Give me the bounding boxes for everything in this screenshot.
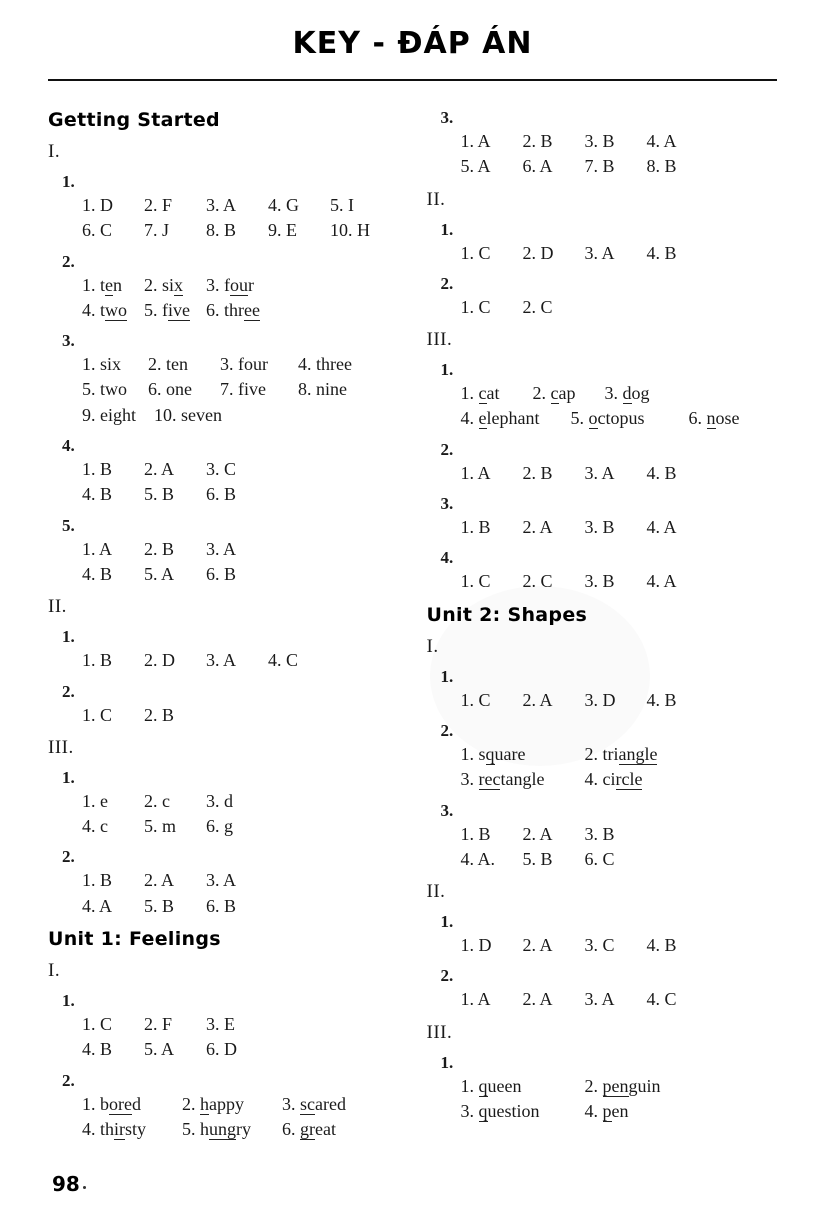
- answer-item: 4. A: [646, 517, 677, 538]
- answer-item: 1. A: [460, 989, 491, 1010]
- answer-item: 1. A: [460, 131, 491, 151]
- answer-row: [82, 1117, 399, 1141]
- answer-item: 4. three: [298, 354, 352, 375]
- page-title: KEY - ĐÁP ÁN: [292, 26, 533, 61]
- answer-row: [461, 822, 778, 846]
- answer-item: 4. B: [646, 242, 677, 263]
- answer-row: [461, 154, 778, 178]
- answer-item: 3. rectangle: [460, 769, 545, 790]
- answer-item: 2. A: [522, 689, 553, 710]
- answer-item: 7. B: [584, 156, 615, 177]
- exercise-number: 2.: [440, 720, 454, 740]
- answer-item: 9. E: [268, 220, 297, 241]
- answer-item: 2. penguin: [584, 1075, 661, 1096]
- answer-row: [82, 482, 399, 506]
- answer-item: 1. D: [460, 935, 492, 956]
- part-heading: III.: [426, 329, 453, 351]
- answer-item: 1. square: [460, 743, 526, 764]
- answer-item: 3. B: [584, 131, 615, 151]
- section-heading: Unit 1: Feelings: [48, 928, 221, 951]
- answer-item: 2. A: [522, 989, 553, 1010]
- answer-item: 5. m: [144, 816, 177, 837]
- exercise-number: 3.: [440, 108, 454, 127]
- answer-item: 2. A: [144, 459, 175, 480]
- answer-item: 7. five: [220, 379, 266, 400]
- answer-item: 3. D: [584, 689, 616, 710]
- answer-item: 4. B: [82, 1039, 113, 1060]
- answer-row: [461, 461, 778, 485]
- answer-item: 3. A: [584, 989, 615, 1010]
- answer-item: 2. A: [522, 823, 553, 844]
- answer-item: 6. three: [206, 299, 260, 320]
- answer-item: 3. B: [584, 823, 615, 844]
- answer-item: 4. B: [646, 935, 677, 956]
- page-number-value: 98: [52, 1172, 80, 1196]
- exercise-number: 4.: [440, 548, 454, 568]
- answer-item: 5. A: [144, 563, 175, 584]
- exercise-number: 2.: [440, 966, 454, 986]
- answer-item: 5. A: [460, 156, 491, 177]
- answer-row: [461, 295, 778, 319]
- exercise-number: 2.: [62, 251, 75, 271]
- part-heading: III.: [48, 736, 74, 758]
- exercise-number: 4.: [62, 436, 75, 456]
- answer-item: 2. B: [144, 538, 175, 559]
- page-number: [52, 1172, 86, 1196]
- answer-item: 3. four: [220, 354, 268, 375]
- exercise-number: 5.: [62, 515, 75, 535]
- answer-item: 8. B: [646, 156, 677, 177]
- answer-item: 8. B: [206, 220, 237, 241]
- answer-item: 1. bored: [82, 1093, 141, 1114]
- answer-row: [461, 987, 778, 1011]
- answer-item: 1. ten: [82, 274, 123, 295]
- answer-item: 3. B: [584, 517, 615, 538]
- answer-item: 9. eight: [82, 404, 136, 425]
- answer-row: [82, 537, 399, 561]
- answer-item: 3. A: [584, 462, 615, 483]
- exercise-number: 1.: [440, 912, 454, 932]
- answer-item: 1. C: [82, 704, 113, 725]
- answer-row: [82, 377, 399, 401]
- answer-item: 2. F: [144, 195, 173, 215]
- answer-item: 3. E: [206, 1014, 235, 1035]
- answer-item: 3. C: [206, 459, 237, 480]
- answer-row: [82, 457, 399, 481]
- answer-item: 5. two: [82, 379, 127, 400]
- answer-item: 3. scared: [282, 1093, 346, 1114]
- answer-item: 2. six: [144, 274, 184, 295]
- answer-columns: [0, 99, 825, 1142]
- answer-item: 2. B: [144, 704, 175, 725]
- answer-row: [82, 868, 399, 892]
- answer-item: 6. A: [522, 156, 553, 177]
- answer-row: [461, 1074, 778, 1098]
- answer-item: 1. C: [460, 242, 491, 263]
- part-heading: III.: [426, 1021, 453, 1043]
- answer-item: 3. C: [584, 935, 615, 956]
- answer-item: 5. octopus: [570, 408, 645, 429]
- answer-item: 6. D: [206, 1039, 237, 1060]
- answer-row: [461, 1099, 778, 1123]
- answer-item: 2. cap: [532, 383, 576, 404]
- exercise-number: 1.: [440, 666, 454, 686]
- answer-row: [461, 767, 778, 791]
- answer-item: 4. thirsty: [82, 1118, 147, 1139]
- answer-row: [461, 569, 778, 593]
- answer-item: 4. B: [646, 462, 677, 483]
- part-heading: II.: [426, 188, 446, 210]
- answer-item: 1. C: [460, 571, 491, 592]
- answer-item: 1. C: [82, 1014, 113, 1035]
- answer-item: 2. B: [522, 462, 553, 483]
- answer-item: 4. A: [646, 571, 677, 592]
- exercise-number: 3.: [62, 331, 75, 351]
- exercise-number: 1.: [62, 767, 75, 787]
- exercise-number: 2.: [62, 681, 75, 701]
- answer-row: [82, 648, 399, 672]
- answer-item: 2. C: [522, 296, 553, 317]
- answer-item: 2. happy: [182, 1093, 244, 1114]
- answer-item: 5. B: [522, 848, 553, 869]
- answer-item: 1. D: [82, 195, 113, 215]
- answer-item: 4. C: [646, 989, 677, 1010]
- answer-item: 6. nose: [688, 408, 740, 429]
- answer-item: 6. g: [206, 816, 233, 837]
- answer-row: [82, 273, 399, 297]
- answer-item: 4. B: [82, 484, 113, 505]
- answer-row: [82, 298, 399, 322]
- answer-item: 1. C: [460, 296, 491, 317]
- exercise-number: 1.: [440, 360, 454, 380]
- answer-item: 2. ten: [148, 354, 188, 375]
- part-heading: I.: [426, 635, 439, 657]
- answer-row: [461, 742, 778, 766]
- answer-item: 3. A: [206, 538, 237, 559]
- answer-row: [82, 1092, 399, 1116]
- answer-item: 1. A: [460, 462, 491, 483]
- answer-item: 10. seven: [154, 404, 222, 425]
- answer-item: 5. hungry: [182, 1118, 251, 1139]
- answer-item: 1. C: [460, 689, 491, 710]
- answer-item: 3. d: [206, 790, 233, 811]
- answer-item: 2. A: [522, 935, 553, 956]
- answer-item: 3. dog: [604, 383, 650, 404]
- answer-item: 4. pen: [584, 1101, 629, 1122]
- answer-item: 3. A: [206, 195, 237, 215]
- answer-item: 1. six: [82, 354, 122, 375]
- answer-row: [82, 562, 399, 586]
- answer-row: [461, 515, 778, 539]
- answer-row: [461, 129, 778, 153]
- answer-row: [461, 933, 778, 957]
- exercise-number: 3.: [440, 494, 454, 514]
- exercise-number: 2.: [440, 439, 454, 459]
- answer-item: 2. triangle: [584, 743, 658, 764]
- answer-row: [461, 406, 778, 430]
- part-heading: I.: [48, 141, 61, 162]
- left-column: [48, 99, 413, 1142]
- answer-row: [82, 1012, 399, 1036]
- answer-item: 3. A: [584, 242, 615, 263]
- answer-row: [82, 1037, 399, 1061]
- answer-item: 6. B: [206, 895, 237, 916]
- answer-item: 2. A: [144, 870, 175, 891]
- answer-item: 4. elephant: [460, 408, 540, 429]
- part-heading: I.: [48, 960, 61, 982]
- answer-item: 3. A: [206, 650, 237, 671]
- exercise-number: 1.: [62, 172, 75, 191]
- answer-item: 5. B: [144, 895, 175, 916]
- part-heading: II.: [426, 881, 446, 903]
- answer-item: 1. B: [460, 517, 491, 538]
- answer-item: 8. nine: [298, 379, 347, 400]
- exercise-number: 1.: [440, 1052, 454, 1072]
- answer-row: [82, 352, 399, 376]
- answer-item: 10. H: [330, 220, 370, 241]
- answer-item: 4. B: [82, 563, 113, 584]
- answer-item: 4. two: [82, 299, 128, 320]
- exercise-number: 3.: [440, 800, 454, 820]
- exercise-number: 1.: [440, 219, 454, 239]
- answer-item: 3. question: [460, 1101, 540, 1122]
- answer-item: 5. A: [144, 1039, 175, 1060]
- answer-row: [82, 894, 399, 918]
- answer-item: 4. A: [82, 895, 113, 916]
- answer-item: 2. F: [144, 1014, 173, 1035]
- answer-item: 6. B: [206, 563, 237, 584]
- section-heading: Getting Started: [48, 109, 220, 131]
- exercise-number: 1.: [62, 991, 75, 1011]
- section-heading: Unit 2: Shapes: [426, 603, 588, 626]
- answer-item: 1. e: [82, 790, 108, 811]
- answer-item: 3. B: [584, 571, 615, 592]
- answer-item: 2. B: [522, 131, 553, 151]
- answer-item: 1. B: [460, 823, 491, 844]
- answer-item: 3. A: [206, 870, 237, 891]
- answer-row: [461, 241, 778, 265]
- answer-row: [461, 847, 778, 871]
- exercise-number: 2.: [62, 1070, 75, 1090]
- answer-item: 4. A.: [460, 848, 496, 869]
- answer-row: [461, 381, 778, 405]
- answer-item: 5. five: [144, 299, 190, 320]
- answer-row: [82, 703, 399, 727]
- answer-item: 4. circle: [584, 769, 643, 790]
- answer-item: 6. C: [82, 220, 113, 241]
- answer-item: 7. J: [144, 220, 170, 241]
- answer-row: [82, 403, 399, 427]
- part-heading: II.: [48, 596, 67, 618]
- answer-item: 1. B: [82, 459, 113, 480]
- answer-item: 6. one: [148, 379, 192, 400]
- right-column: [413, 99, 778, 1142]
- answer-item: 2. D: [144, 650, 175, 671]
- exercise-number: 2.: [62, 847, 75, 867]
- answer-row: [82, 814, 399, 838]
- answer-item: 2. c: [144, 790, 170, 811]
- answer-item: 4. B: [646, 689, 677, 710]
- answer-item: 1. queen: [460, 1075, 522, 1096]
- answer-item: 1. A: [82, 538, 113, 559]
- answer-item: 1. B: [82, 870, 113, 891]
- answer-item: 1. B: [82, 650, 113, 671]
- answer-row: [82, 218, 399, 242]
- answer-item: 5. I: [330, 195, 354, 215]
- answer-item: 5. B: [144, 484, 175, 505]
- answer-item: 4. G: [268, 195, 299, 215]
- answer-item: 6. B: [206, 484, 237, 505]
- answer-key-page: [0, 26, 825, 1226]
- answer-row: [82, 789, 399, 813]
- answer-item: 1. cat: [460, 383, 500, 404]
- answer-item: 4. c: [82, 816, 108, 837]
- answer-item: 3. four: [206, 274, 254, 295]
- exercise-number: 2.: [440, 273, 454, 293]
- answer-item: 4. A: [646, 131, 677, 151]
- answer-row: [82, 193, 399, 217]
- page-number-dot: [83, 1186, 86, 1189]
- answer-item: 2. C: [522, 571, 553, 592]
- answer-item: 4. C: [268, 650, 299, 671]
- exercise-number: 1.: [62, 627, 75, 647]
- answer-item: 6. great: [282, 1118, 336, 1139]
- answer-item: 6. C: [584, 848, 615, 869]
- answer-row: [461, 688, 778, 712]
- answer-item: 2. A: [522, 517, 553, 538]
- answer-item: 2. D: [522, 242, 554, 263]
- title-divider: [48, 79, 777, 81]
